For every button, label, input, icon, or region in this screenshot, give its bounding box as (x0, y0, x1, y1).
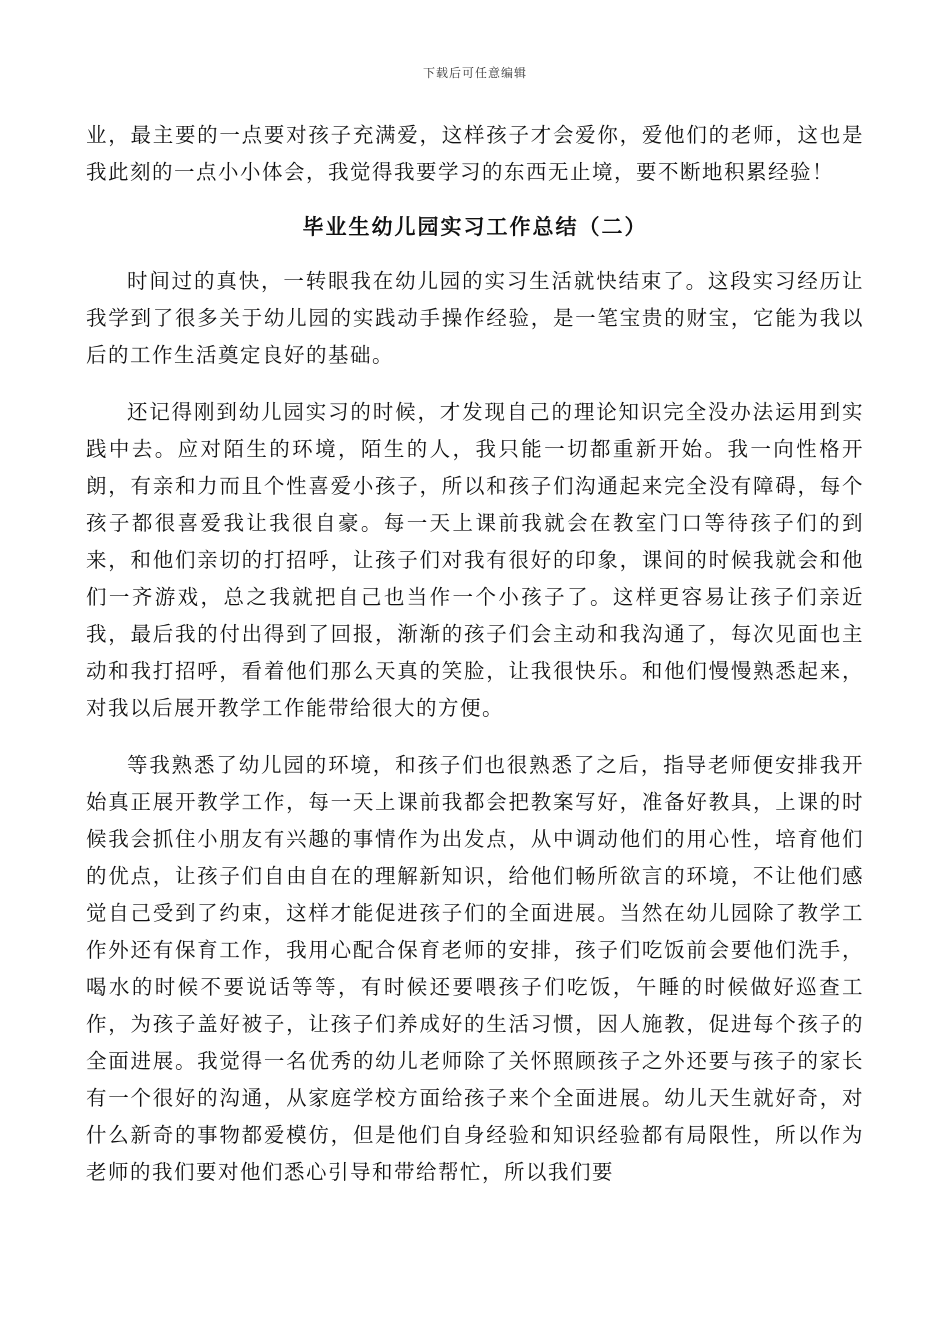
section-title: 毕业生幼儿园实习工作总结（二） (302, 214, 648, 239)
continuation-paragraph: 业，最主要的一点要对孩子充满爱，这样孩子才会爱你，爱他们的老师，这也是我此刻的一点小小体会，我觉得我要学习的东西无止境，要不断地积累经验！ (86, 123, 864, 184)
header-note: 下载后可任意编辑 (422, 66, 527, 80)
document-body (86, 117, 864, 1191)
paragraph-3: 等我熟悉了幼儿园的环境，和孩子们也很熟悉了之后，指导老师便安排我开始真正展开教学工作，每一天上课前我都会把教案写好，准备好教具，上课的时候我会抓住小朋友有兴趣的事情作为出发点，从中调动他们的用心性，培育他们的优点，让孩子们自由自在的理解新知识，给他们畅所欲言的环境，不让他们感觉自己受到了约束，这样才能促进孩子们的全面进展。当然在幼儿园除了教学工作外还有保育工作，我用心配合保育老师的安排，孩子们吃饭前会要他们洗手，喝水的时候不要说话等等，有时候还要喂孩子们吃饭，午睡的时候做好巡查工作，为孩子盖好被子，让孩子们养成好的生活习惯，因人施教，促进每个孩子的全面进展。我觉得一名优秀的幼儿老师除了关怀照顾孩子之外还要与孩子的家长有一个很好的沟通，从家庭学校方面给孩子来个全面进展。幼儿天生就好奇，对什么新奇的事物都爱模仿，但是他们自身经验和知识经验都有局限性，所以作为老师的我们要对他们悉心引导和带给帮忙，所以我们要 (86, 753, 864, 1184)
paragraph-2: 还记得刚到幼儿园实习的时候，才发现自己的理论知识完全没办法运用到实践中去。应对陌生的环境，陌生的人，我只能一切都重新开始。我一向性格开朗，有亲和力而且个性喜爱小孩子，所以和孩子们沟通起来完全没有障碍，每个孩子都很喜爱我让我很自豪。每一天上课前我就会在教室门口等待孩子们的到来，和他们亲切的打招呼，让孩子们对我有很好的印象，课间的时候我就会和他们一齐游戏，总之我就把自己也当作一个小孩子了。这样更容易让孩子们亲近我，最后我的付出得到了回报，渐渐的孩子们会主动和我沟通了，每次见面也主动和我打招呼，看着他们那么天真的笑脸，让我很快乐。和他们慢慢熟悉起来，对我以后展开教学工作能带给很大的方便。 (86, 400, 864, 720)
paragraph-1: 时间过的真快，一转眼我在幼儿园的实习生活就快结束了。这段实习经历让我学到了很多关于幼儿园的实践动手操作经验，是一笔宝贵的财宝，它能为我以后的工作生活奠定良好的基础。 (86, 269, 864, 367)
